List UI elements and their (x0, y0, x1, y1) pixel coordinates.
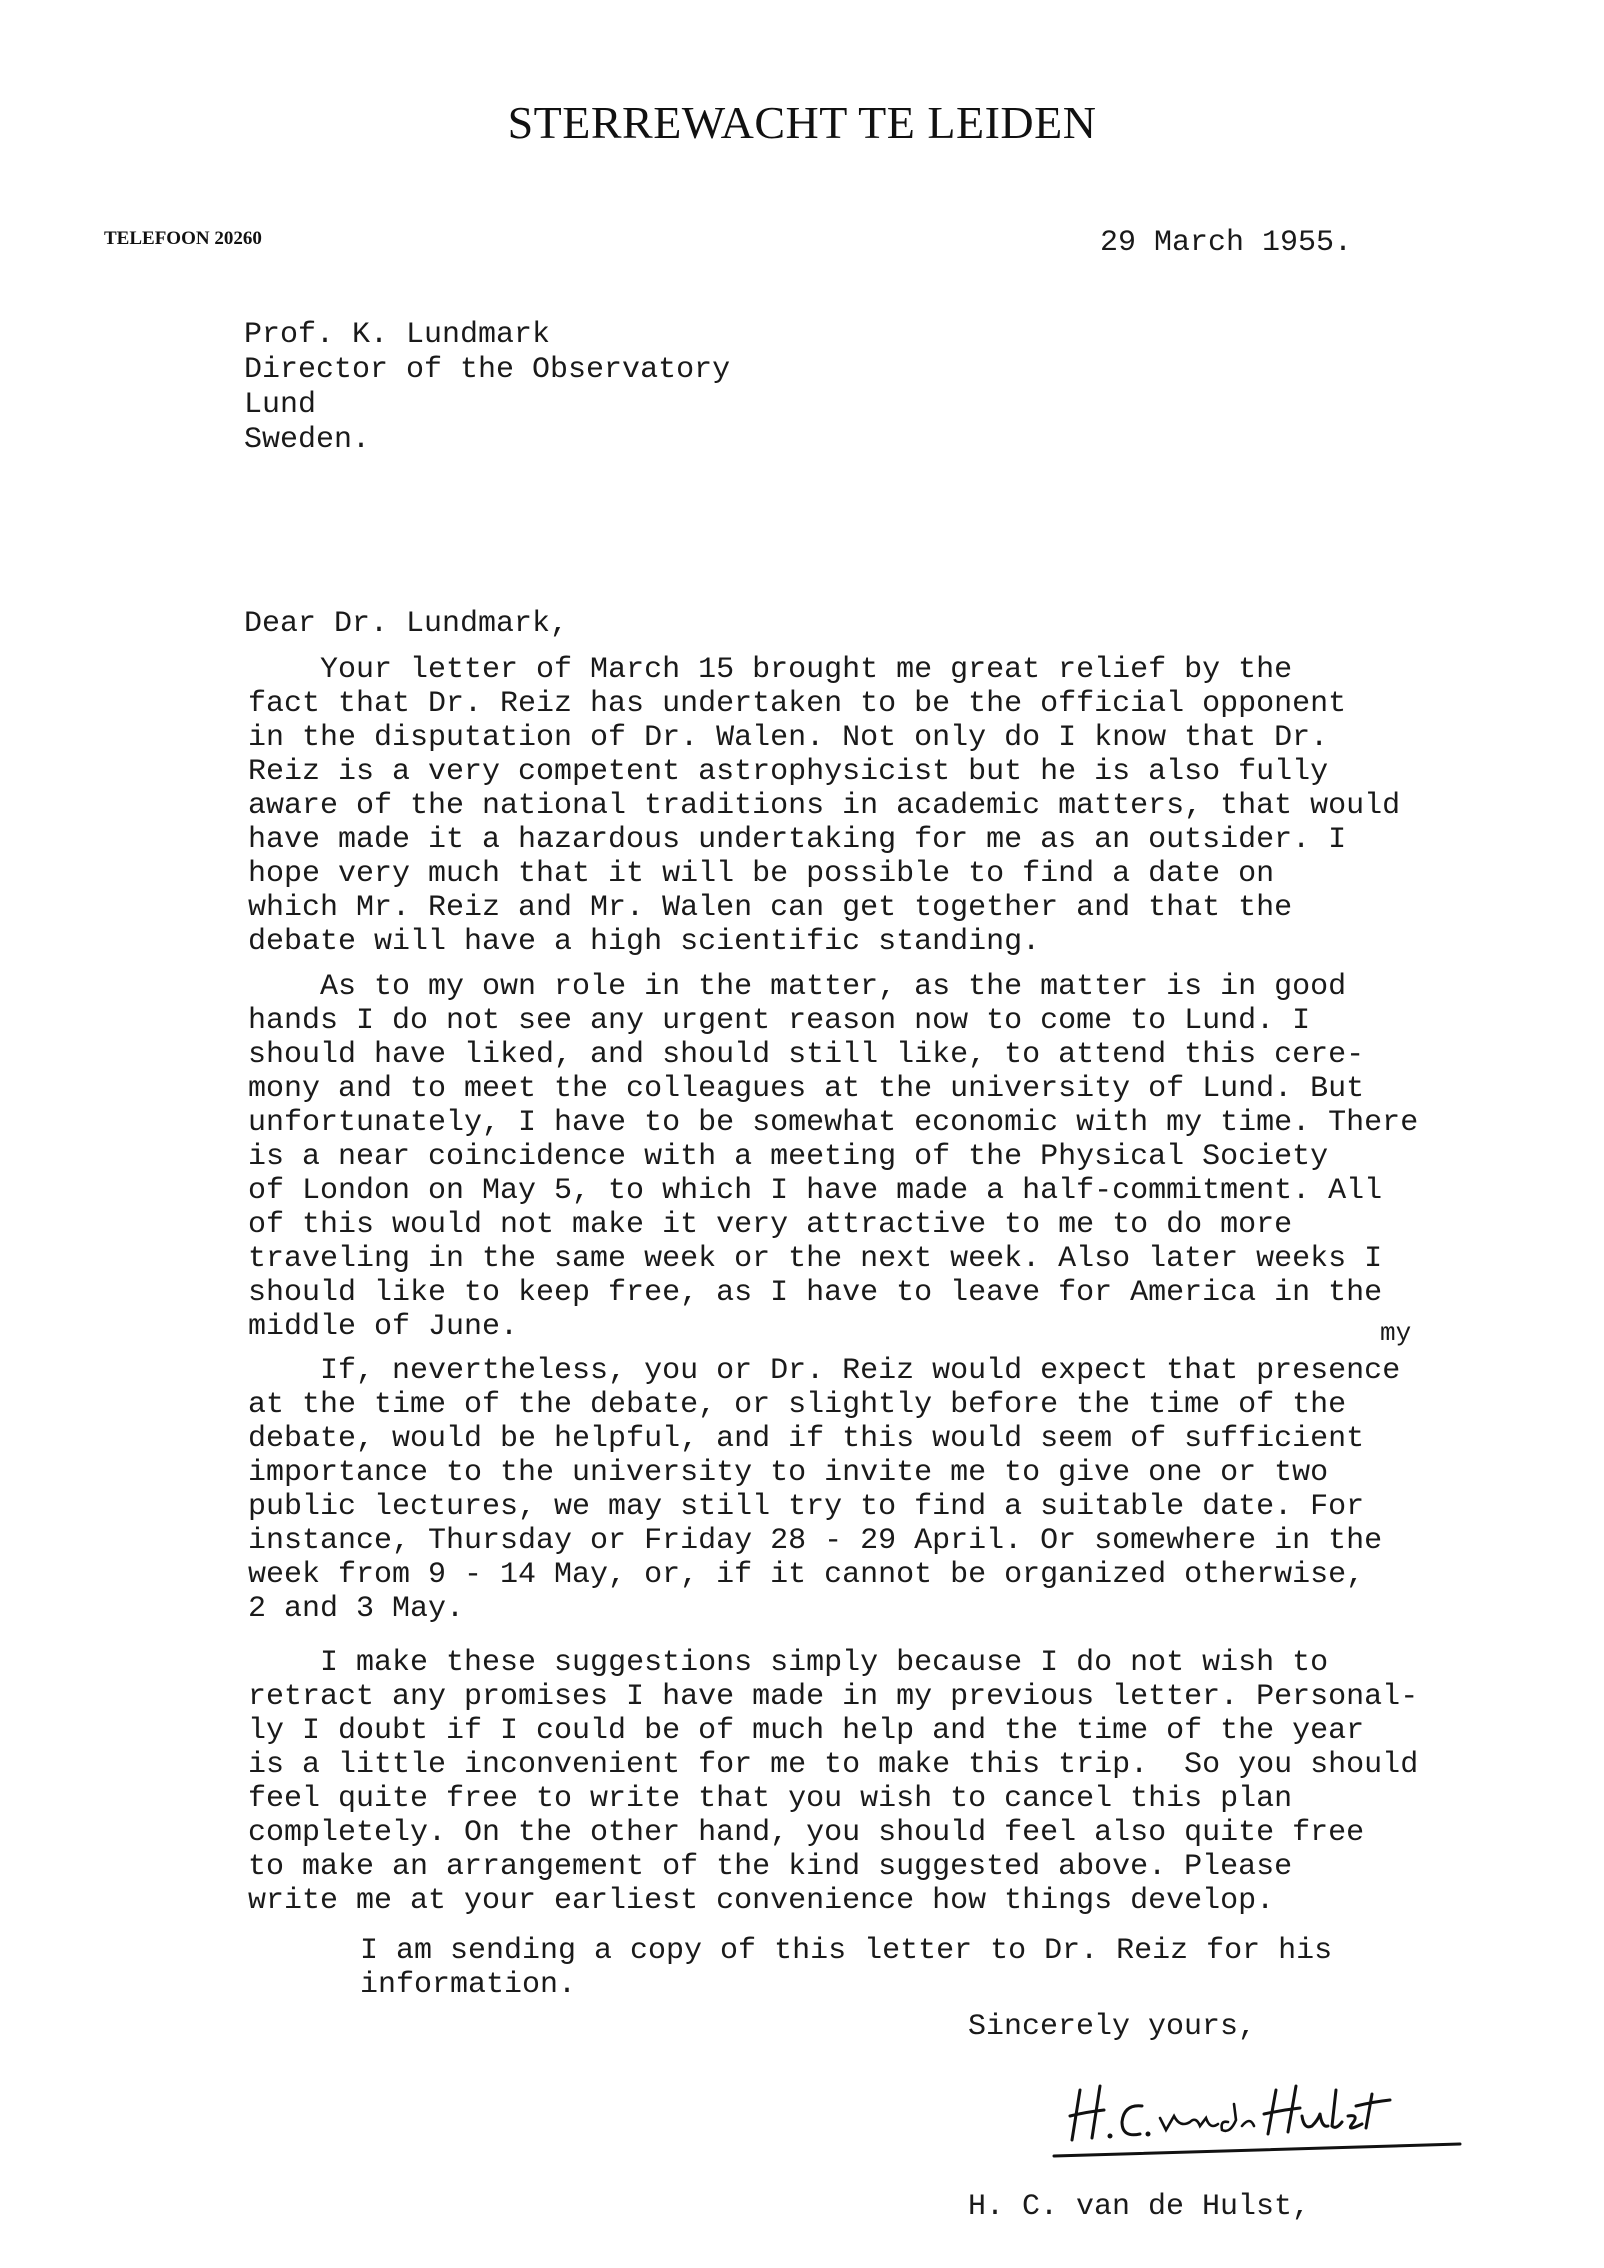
body-paragraph-5: I am sending a copy of this letter to Dr. Reiz for his information. (360, 1934, 1333, 2002)
recipient-address (244, 318, 730, 458)
letterhead-title: STERREWACHT TE LEIDEN (507, 97, 1097, 148)
recipient-line: Prof. K. Lundmark (244, 318, 551, 352)
recipient-line: Sweden. (244, 423, 371, 457)
body-paragraph-2: As to my own role in the matter, as the matter is in good hands I do not see any urgent reason now to come to Lund. I should have liked, and should still like, to attend this cere- mony and to meet the colleagues at the university of Lund. But unfortunately, I have to be somewhat economic with my time. There is a near coincidence with a meeting of the Physical Society of London on May 5, to which I have made a half-commitment. All of this would not make it very attractive to me to do more traveling in the same week or the next week. Also later weeks I should like to keep free, as I have to leave for America in the middle of June. (248, 970, 1419, 1344)
closing: Sincerely yours, (968, 2010, 1257, 2044)
recipient-line: Director of the Observatory (244, 353, 731, 387)
body-paragraph-4: I make these suggestions simply because I do not wish to retract any promises I have made in my previous letter. Personal- ly I doubt if I could be of much help and the time of the year is a little inconvenient for me to make this trip. So you should feel quite free to write that you wish to cancel this plan completely. On the other hand, you should feel also quite free to make an arrangement of the kind suggested above. Please write me at your earliest convenience how things develop. (248, 1646, 1419, 1918)
letter-date: 29 March 1955. (1100, 226, 1353, 260)
body-paragraph-1: Your letter of March 15 brought me great relief by the fact that Dr. Reiz has undertaken to be the official opponent in the disputation of Dr. Walen. Not only do I know that Dr. Reiz is a very competent astrophysicist but he is also fully aware of the national traditions in academic matters, that would have made it a hazardous undertaking for me as an outsider. I hope very much that it will be possible to find a date on which Mr. Reiz and Mr. Walen can get together and that the debate will have a high scientific standing. (248, 653, 1401, 959)
body-paragraph-3: If, nevertheless, you or Dr. Reiz would expect that presence at the time of the debate, or slightly before the time of the debate, would be helpful, and if this would seem of sufficient importance to the university to invite me to give one or two public lectures, we may still try to find a suitable date. For instance, Thursday or Friday 28 - 29 April. Or somewhere in the week from 9 - 14 May, or, if it cannot be organized otherwise, 2 and 3 May. (248, 1354, 1401, 1626)
handwritten-signature (1050, 2060, 1470, 2170)
typed-signature-name: H. C. van de Hulst, (968, 2190, 1311, 2224)
signature-image (1050, 2060, 1470, 2170)
recipient-line: Lund (244, 388, 317, 422)
handwritten-insertion: my (1380, 1318, 1412, 1348)
salutation: Dear Dr. Lundmark, (244, 607, 569, 641)
letterhead-phone: TELEFOON 20260 (104, 228, 262, 249)
